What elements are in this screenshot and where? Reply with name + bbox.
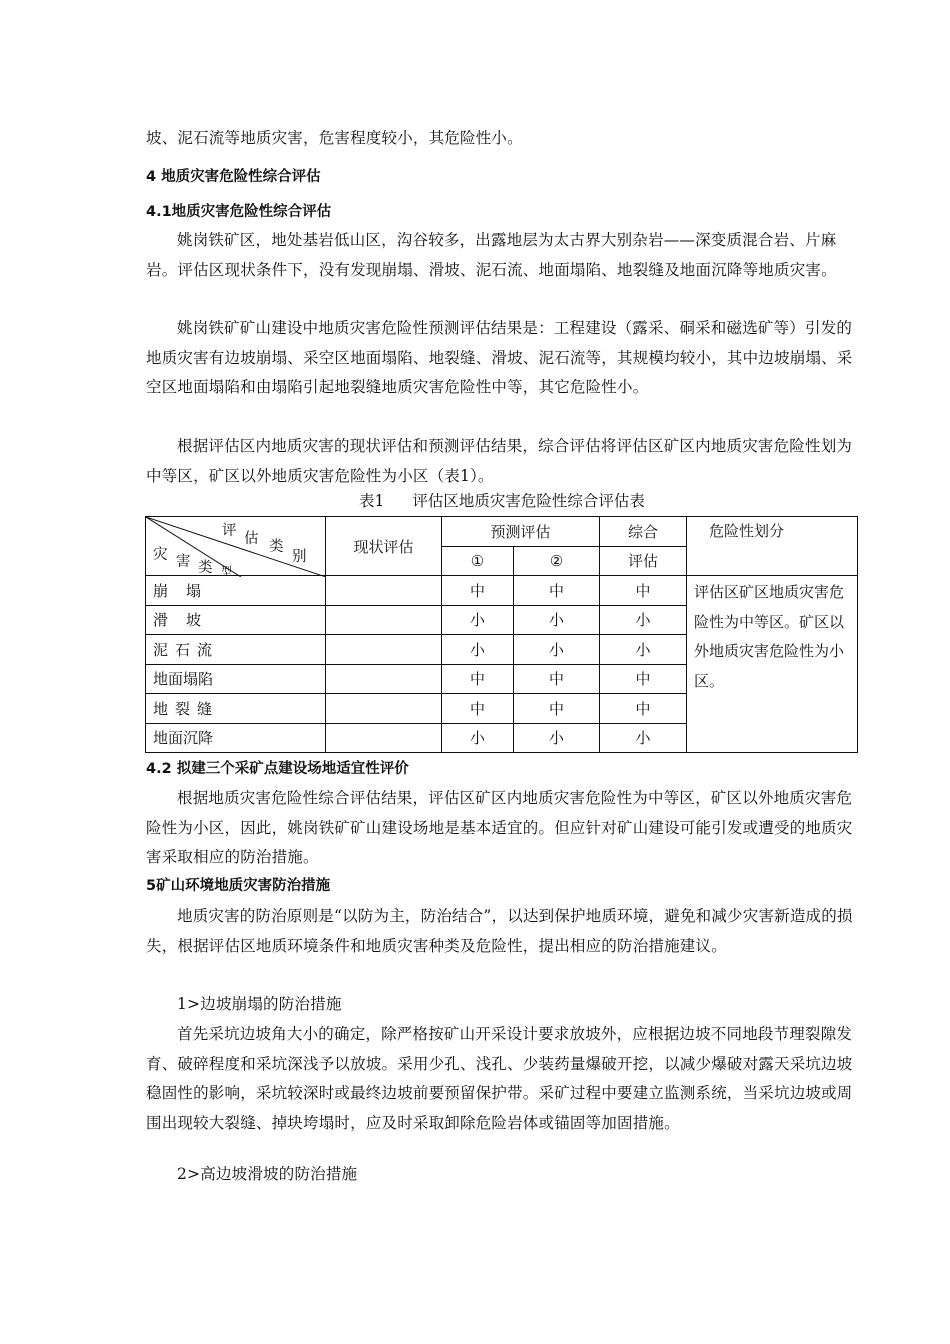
row-predict-2: 小 — [514, 605, 600, 635]
header-predict: 预测评估 — [442, 517, 600, 547]
table-caption — [146, 489, 858, 511]
row-predict-1: 中 — [442, 694, 514, 724]
row-predict-2: 中 — [514, 694, 600, 724]
row-combined: 小 — [600, 605, 687, 635]
row-type: 地面沉降 — [146, 723, 326, 753]
row-predict-2: 小 — [514, 723, 600, 753]
row-combined: 中 — [600, 664, 687, 694]
paragraph-principle: 地质灾害的防治原则是“以防为主，防治结合”，以达到保护地质环境，避免和减少灾害新造成的损失，根据评估区地质环境条件和地质灾害种类及危险性，提出相应的防治措施建议。 — [146, 907, 853, 955]
diag-bottom-3: 类 — [198, 560, 213, 576]
paragraph-assessment: 根据评估区内地质灾害的现状评估和预测评估结果，综合评估将评估区矿区内地质灾害危险性划为中等区，矿区以外地质灾害危险性为小区（表1）。 — [146, 437, 853, 485]
row-predict-2: 中 — [514, 576, 600, 606]
row-combined: 小 — [600, 635, 687, 665]
header-current: 现状评估 — [326, 517, 442, 576]
row-combined: 小 — [600, 723, 687, 753]
table-caption-title: 评估区地质灾害危险性综合评估表 — [412, 492, 645, 510]
paragraph-prediction: 姚岗铁矿矿山建设中地质灾害危险性预测评估结果是：工程建设（露采、硐采和磁选矿等）引发的地质灾害有边坡崩塌、采空区地面塌陷、地裂缝、滑坡、泥石流等，其规模均较小，其中边坡崩塌、采空区地面塌陷和由塌陷引起地裂缝地质灾害危险性中等，其它危险性小。 — [146, 319, 853, 396]
heading-section-4: 4 地质灾害危险性综合评估 — [146, 169, 321, 185]
subheading-collapse-prevention: 1>边坡崩塌的防治措施 — [177, 995, 342, 1013]
subheading-landslide-prevention: 2>高边坡滑坡的防治措施 — [177, 1165, 358, 1183]
row-type: 地面塌陷 — [146, 664, 326, 694]
header-risk: 危险性划分 — [687, 517, 858, 576]
header-predict-2: ② — [514, 546, 600, 576]
row-current — [326, 723, 442, 753]
row-predict-2: 小 — [514, 635, 600, 665]
row-type: 崩塌 — [146, 576, 326, 606]
paragraph-suitability: 根据地质灾害危险性综合评估结果，评估区矿区内地质灾害危险性为中等区，矿区以外地质灾害危险性为小区，因此，姚岗铁矿矿山建设场地是基本适宜的。但应针对矿山建设可能引发或遭受的地质灾害采取相应的防治措施。 — [146, 789, 853, 866]
risk-division-text: 评估区矿区地质灾害危险性为中等区。矿区以外地质灾害危险性为小区。 — [687, 576, 858, 753]
diag-top-2: 估 — [244, 531, 259, 547]
paragraph-continued: 坡、泥石流等地质灾害，危害程度较小，其危险性小。 — [146, 129, 523, 147]
diag-top-1: 评 — [222, 523, 237, 539]
diag-bottom-1: 灾 — [153, 547, 168, 563]
row-predict-1: 小 — [442, 605, 514, 635]
row-predict-1: 小 — [442, 635, 514, 665]
heading-section-4-1: 4.1地质灾害危险性综合评估 — [146, 204, 332, 220]
row-predict-2: 中 — [514, 664, 600, 694]
header-predict-1: ① — [442, 546, 514, 576]
paragraph-area-overview: 姚岗铁矿区，地处基岩低山区，沟谷较多，出露地层为太古界大别杂岩——深变质混合岩、片麻岩。评估区现状条件下，没有发现崩塌、滑坡、泥石流、地面塌陷、地裂缝及地面沉降等地质灾害。 — [146, 231, 837, 279]
diag-top-3: 类 — [269, 539, 284, 555]
row-combined: 中 — [600, 694, 687, 724]
row-predict-1: 中 — [442, 576, 514, 606]
row-current — [326, 694, 442, 724]
row-current — [326, 635, 442, 665]
hazard-assessment-table — [145, 516, 858, 753]
row-predict-1: 小 — [442, 723, 514, 753]
row-type: 地裂缝 — [146, 694, 326, 724]
row-predict-1: 中 — [442, 664, 514, 694]
diag-bottom-4: 型 — [221, 565, 232, 578]
header-combined-2: 评估 — [600, 546, 687, 576]
row-type: 滑坡 — [146, 605, 326, 635]
row-current — [326, 664, 442, 694]
heading-section-4-2: 4.2 拟建三个采矿点建设场地适宜性评价 — [146, 761, 409, 777]
row-combined: 中 — [600, 576, 687, 606]
header-combined-1: 综合 — [600, 517, 687, 547]
row-current — [326, 605, 442, 635]
row-type: 泥石流 — [146, 635, 326, 665]
heading-section-5: 5矿山环境地质灾害防治措施 — [146, 878, 331, 894]
paragraph-collapse-measures: 首先采坑边坡角大小的确定，除严格按矿山开采设计要求放坡外，应根据边坡不同地段节理裂隙发育、破碎程度和采坑深浅予以放坡。采用少孔、浅孔、少装药量爆破开挖，以减少爆破对露天采坑边坡稳固性的影响，采坑较深时或最终边坡前要预留保护带。采矿过程中要建立监测系统，当采坑边坡或周围出现较大裂缝、掉块垮塌时，应及时采取卸除危险岩体或锚固等加固措施。 — [146, 1025, 853, 1132]
diag-top-4: 别 — [292, 549, 307, 565]
row-current — [326, 576, 442, 606]
table-row — [146, 576, 858, 606]
diagonal-header-cell — [146, 517, 326, 576]
table-caption-number: 表1 — [359, 492, 385, 510]
diag-bottom-2: 害 — [176, 554, 191, 570]
